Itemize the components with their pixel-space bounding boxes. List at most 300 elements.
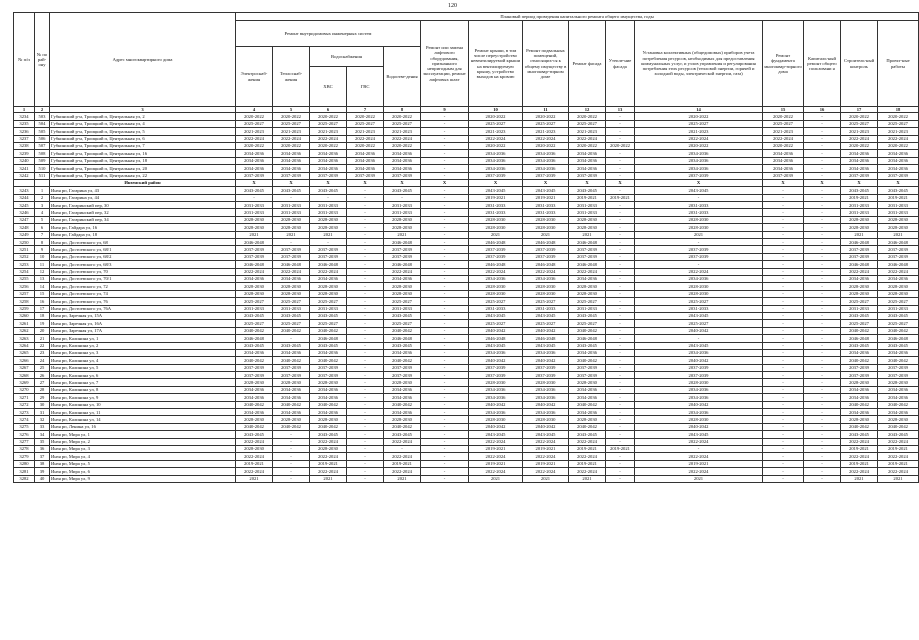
table-row	[14, 172, 919, 179]
period-cell: -	[606, 172, 635, 179]
period-cell: -	[763, 246, 804, 253]
period-cell: -	[763, 394, 804, 401]
period-cell: 2040-2042	[273, 327, 310, 334]
period-cell: 2028-2030	[310, 283, 347, 290]
period-cell: -	[763, 453, 804, 460]
period-cell: 2019-2021	[469, 194, 523, 201]
row-number: 3243	[14, 187, 35, 194]
row-number: 3272	[14, 401, 35, 408]
district-number: 29	[35, 394, 50, 401]
period-cell: 2022-2024	[384, 438, 421, 445]
period-cell: -	[606, 165, 635, 172]
period-cell: 2028-2030	[635, 283, 763, 290]
header-water-supply: Водоснабжения	[310, 47, 384, 67]
period-cell: 2034-2036	[523, 150, 569, 157]
period-cell: 2031-2033	[236, 305, 273, 312]
period-cell: 2021-2023	[347, 128, 384, 135]
period-cell: -	[763, 231, 804, 238]
period-cell: 2020-2022	[606, 142, 635, 149]
period-cell: -	[421, 320, 469, 327]
period-cell: 2021	[469, 231, 523, 238]
period-cell: -	[804, 431, 841, 438]
period-cell: -	[804, 261, 841, 268]
period-cell: -	[606, 246, 635, 253]
period-cell: 2043-2045	[523, 187, 569, 194]
period-cell: 2025-2027	[569, 320, 606, 327]
period-cell: -	[421, 423, 469, 430]
period-cell: 2028-2030	[635, 416, 763, 423]
period-cell: 2040-2042	[310, 423, 347, 430]
address-cell: Губкинский р-н, Троицкий п, Центральная ул, 22	[50, 172, 236, 179]
period-cell: 2046-2048	[523, 261, 569, 268]
period-cell: -	[421, 335, 469, 342]
period-cell: 2025-2027	[469, 120, 523, 127]
address-cell: Инзя рп, Достоевского ул, 74	[50, 290, 236, 297]
period-cell: -	[421, 135, 469, 142]
address-cell: Инзя рп, Мира ул, 6	[50, 468, 236, 475]
period-cell: 2031-2033	[273, 209, 310, 216]
district-number: 30	[35, 401, 50, 408]
address-cell: Инзя рп, Калинина ул, 9	[50, 394, 236, 401]
period-cell: -	[763, 445, 804, 452]
period-cell: 2022-2024	[523, 135, 569, 142]
address-cell: Инзя рп, Мира ул, 4	[50, 453, 236, 460]
period-cell: 2034-2036	[310, 276, 347, 283]
period-cell: 2040-2042	[878, 327, 919, 334]
row-number: 3236	[14, 128, 35, 135]
period-cell: 2034-2036	[273, 165, 310, 172]
period-cell: 2028-2030	[273, 290, 310, 297]
period-cell: -	[421, 364, 469, 371]
period-cell: 2028-2030	[384, 216, 421, 223]
period-cell: 2025-2027	[569, 298, 606, 305]
table-row	[14, 468, 919, 475]
period-cell: 2043-2045	[384, 342, 421, 349]
row-number: 3244	[14, 194, 35, 201]
period-cell: 2037-2039	[273, 246, 310, 253]
table-row	[14, 335, 919, 342]
column-number-cell: 18	[878, 107, 919, 113]
period-cell: 2040-2042	[273, 357, 310, 364]
period-cell: 2028-2030	[310, 290, 347, 297]
period-cell: -	[606, 283, 635, 290]
period-cell: -	[347, 394, 384, 401]
period-cell: -	[606, 431, 635, 438]
period-cell: -	[273, 239, 310, 246]
period-cell: 2019-2021	[569, 445, 606, 452]
address-cell: Инзя рп, Гагаринский пер, 34	[50, 216, 236, 223]
period-cell: -	[804, 268, 841, 275]
period-cell: 2034-2036	[310, 349, 347, 356]
period-cell: 2022-2024	[635, 453, 763, 460]
period-cell: -	[804, 231, 841, 238]
period-cell: -	[606, 268, 635, 275]
period-cell: 2040-2042	[523, 423, 569, 430]
period-cell: 2034-2036	[841, 409, 878, 416]
district-number: 504	[35, 120, 50, 127]
period-cell: 2019-2021	[878, 194, 919, 201]
period-cell: -	[763, 239, 804, 246]
period-cell: -	[347, 231, 384, 238]
period-cell: 2021	[635, 475, 763, 482]
column-number-cell: 1	[14, 107, 35, 113]
district-number: 507	[35, 142, 50, 149]
header-basement: Ремонт подвальных помещений, относящих-ся к общему имуществу в многоквар-тирном доме	[523, 21, 569, 107]
period-cell: 2019-2021	[841, 445, 878, 452]
address-cell: Инзя рп, Достоевского ул, 76	[50, 298, 236, 305]
table-row	[14, 475, 919, 482]
period-cell: 2037-2039	[523, 253, 569, 260]
period-cell: 2028-2030	[384, 416, 421, 423]
column-number-cell: 12	[569, 107, 606, 113]
header-electric: Электроснаб-жения	[236, 47, 273, 107]
period-cell: -	[347, 445, 384, 452]
period-cell: 2031-2033	[384, 202, 421, 209]
period-cell: 2028-2030	[635, 216, 763, 223]
period-cell: 2034-2036	[635, 394, 763, 401]
period-cell: 2034-2036	[273, 349, 310, 356]
district-number: 40	[35, 475, 50, 482]
period-cell: 2028-2030	[878, 224, 919, 231]
table-row	[14, 276, 919, 283]
table-row	[14, 187, 919, 194]
period-cell: 2043-2045	[635, 342, 763, 349]
period-cell: 2025-2027	[569, 120, 606, 127]
period-cell: -	[606, 298, 635, 305]
period-cell: -	[804, 327, 841, 334]
period-cell: 2020-2022	[763, 142, 804, 149]
row-number: 3273	[14, 409, 35, 416]
period-cell: -	[606, 320, 635, 327]
row-number: 3258	[14, 298, 35, 305]
table-row	[14, 120, 919, 127]
period-cell: 2031-2033	[384, 305, 421, 312]
period-cell: 2031-2033	[523, 305, 569, 312]
district-number: 24	[35, 357, 50, 364]
period-cell: 2021	[635, 231, 763, 238]
district-row	[14, 179, 919, 186]
address-cell: Инзя рп, Калинина ул, 8	[50, 386, 236, 393]
period-cell: -	[804, 113, 841, 120]
period-cell: 2021	[841, 475, 878, 482]
period-cell: -	[804, 224, 841, 231]
period-cell: 2046-2048	[236, 261, 273, 268]
period-cell: 2037-2039	[878, 253, 919, 260]
period-cell: 2037-2039	[635, 246, 763, 253]
header-roof: Ремонт крыши, в том числе переустройство невентилируемой крыши на вентилируемую крышу, устройство выходов на кровлю	[469, 21, 523, 107]
period-cell: 2037-2039	[523, 372, 569, 379]
period-cell: -	[384, 445, 421, 452]
period-cell: 2043-2045	[273, 312, 310, 319]
row-number: 3277	[14, 438, 35, 445]
period-cell: 2040-2042	[384, 423, 421, 430]
period-cell: 2037-2039	[236, 372, 273, 379]
period-cell: 2034-2036	[841, 276, 878, 283]
period-cell: -	[606, 379, 635, 386]
period-cell: 2037-2039	[878, 372, 919, 379]
period-cell: 2034-2036	[236, 394, 273, 401]
period-cell: -	[804, 253, 841, 260]
district-x-cell: X	[878, 179, 919, 186]
period-cell: -	[804, 276, 841, 283]
period-cell: 2021	[878, 475, 919, 482]
address-cell: Инзя рп, Калинина ул, 4	[50, 357, 236, 364]
period-cell: 2031-2033	[469, 305, 523, 312]
period-cell: 2022-2024	[310, 453, 347, 460]
period-cell: -	[804, 239, 841, 246]
period-cell: 2034-2036	[310, 157, 347, 164]
district-x-cell: X	[384, 179, 421, 186]
column-number-cell: 2	[35, 107, 50, 113]
period-cell: -	[763, 290, 804, 297]
period-cell: 2034-2036	[841, 394, 878, 401]
period-cell: 2037-2039	[384, 246, 421, 253]
period-cell: 2037-2039	[841, 172, 878, 179]
table-row	[14, 401, 919, 408]
period-cell: -	[804, 320, 841, 327]
period-cell: 2043-2045	[878, 312, 919, 319]
period-cell: 2022-2024	[310, 468, 347, 475]
period-cell: -	[606, 423, 635, 430]
period-cell: 2046-2048	[523, 335, 569, 342]
period-cell: 2020-2022	[878, 113, 919, 120]
row-number: 3252	[14, 253, 35, 260]
column-number-cell: 5	[273, 107, 310, 113]
period-cell: 2025-2027	[763, 120, 804, 127]
district-number: 31	[35, 409, 50, 416]
period-cell: 2022-2024	[569, 468, 606, 475]
period-cell: -	[421, 342, 469, 349]
period-cell: 2043-2045	[469, 187, 523, 194]
period-cell: 2043-2045	[384, 431, 421, 438]
table-row	[14, 128, 919, 135]
period-cell: 2022-2024	[236, 135, 273, 142]
period-cell: 2034-2036	[635, 386, 763, 393]
period-cell: 2020-2022	[635, 142, 763, 149]
column-number-cell: 6	[310, 107, 347, 113]
period-cell: 2034-2036	[384, 276, 421, 283]
period-cell: 2046-2048	[384, 261, 421, 268]
period-cell: 2028-2030	[310, 379, 347, 386]
period-cell: 2043-2045	[841, 431, 878, 438]
period-cell: 2046-2048	[569, 261, 606, 268]
row-number: 3248	[14, 224, 35, 231]
period-cell: -	[763, 416, 804, 423]
period-cell: 2025-2027	[841, 298, 878, 305]
period-cell: 2037-2039	[236, 364, 273, 371]
period-cell: -	[804, 142, 841, 149]
district-number: 509	[35, 157, 50, 164]
period-cell: -	[421, 239, 469, 246]
period-cell: -	[310, 194, 347, 201]
period-cell: 2037-2039	[763, 172, 804, 179]
period-cell: 2040-2042	[236, 357, 273, 364]
address-cell: Инзя рп, Гагаринский пер, 32	[50, 209, 236, 216]
district-x-cell: X	[273, 179, 310, 186]
period-cell: -	[421, 349, 469, 356]
period-cell: -	[606, 357, 635, 364]
period-cell: 2031-2033	[878, 202, 919, 209]
period-cell: -	[606, 342, 635, 349]
district-x-cell: X	[236, 179, 273, 186]
period-cell: 2034-2036	[469, 394, 523, 401]
table-row	[14, 364, 919, 371]
period-cell: 2028-2030	[236, 290, 273, 297]
period-cell: -	[763, 305, 804, 312]
period-cell: 2020-2022	[347, 142, 384, 149]
header-district-no: № по рай-ону	[35, 13, 50, 107]
period-cell: -	[804, 438, 841, 445]
period-cell: 2021	[523, 475, 569, 482]
period-cell: 2020-2022	[878, 142, 919, 149]
row-number: 3268	[14, 372, 35, 379]
address-cell: Инзя рп, Калинина ул, 14	[50, 416, 236, 423]
period-cell: 2037-2039	[469, 364, 523, 371]
period-cell: 2037-2039	[878, 172, 919, 179]
period-cell: 2037-2039	[236, 253, 273, 260]
period-cell: 2034-2036	[236, 150, 273, 157]
period-cell: 2043-2045	[384, 187, 421, 194]
period-cell: 2022-2024	[569, 453, 606, 460]
period-cell: -	[421, 453, 469, 460]
period-cell: 2034-2036	[523, 157, 569, 164]
period-cell: 2025-2027	[469, 320, 523, 327]
row-number: 3262	[14, 327, 35, 334]
period-cell: 2034-2036	[469, 276, 523, 283]
period-cell: 2025-2027	[469, 298, 523, 305]
address-cell: Инзя рп, Калинина ул, 5	[50, 364, 236, 371]
period-cell: 2028-2030	[635, 290, 763, 297]
period-cell: 2037-2039	[841, 246, 878, 253]
period-cell: 2037-2039	[635, 372, 763, 379]
district-number: 1	[35, 187, 50, 194]
period-cell: 2043-2045	[273, 342, 310, 349]
period-cell: 2034-2036	[635, 165, 763, 172]
period-cell: 2034-2036	[236, 349, 273, 356]
period-cell: 2037-2039	[347, 172, 384, 179]
district-number: 14	[35, 283, 50, 290]
period-cell: -	[763, 327, 804, 334]
period-cell: 2021-2023	[569, 128, 606, 135]
period-cell: 2043-2045	[236, 431, 273, 438]
period-cell: 2037-2039	[569, 246, 606, 253]
period-cell: -	[763, 276, 804, 283]
period-cell: 2028-2030	[236, 416, 273, 423]
period-cell: -	[347, 239, 384, 246]
period-cell: -	[804, 386, 841, 393]
period-cell: -	[421, 142, 469, 149]
period-cell: 2046-2048	[878, 239, 919, 246]
period-cell: 2040-2042	[841, 401, 878, 408]
column-number-cell: 11	[523, 107, 569, 113]
period-cell: 2037-2039	[384, 253, 421, 260]
period-cell: 2020-2022	[841, 113, 878, 120]
period-cell: 2040-2042	[635, 401, 763, 408]
period-cell: 2025-2027	[635, 320, 763, 327]
period-cell: 2028-2030	[523, 283, 569, 290]
period-cell: 2022-2024	[569, 135, 606, 142]
address-cell: Губкинский р-н, Троицкий п, Центральная ул, 7	[50, 142, 236, 149]
period-cell: 2043-2045	[236, 342, 273, 349]
period-cell: -	[606, 216, 635, 223]
district-blank	[14, 179, 35, 186]
period-cell: 2021	[273, 231, 310, 238]
period-cell: 2021	[310, 231, 347, 238]
column-number-cell: 14	[635, 107, 763, 113]
period-cell: -	[763, 364, 804, 371]
column-number-cell: 8	[384, 107, 421, 113]
column-number-cell: 9	[421, 107, 469, 113]
period-cell: 2040-2042	[569, 357, 606, 364]
period-cell: -	[763, 312, 804, 319]
period-cell: 2046-2048	[310, 335, 347, 342]
district-number: 28	[35, 386, 50, 393]
column-number-cell: 4	[236, 107, 273, 113]
period-cell: -	[421, 475, 469, 482]
period-cell: 2043-2045	[569, 342, 606, 349]
period-cell: 2034-2036	[841, 150, 878, 157]
period-cell: 2022-2024	[878, 468, 919, 475]
period-cell: 2034-2036	[523, 276, 569, 283]
period-cell: -	[421, 194, 469, 201]
period-cell: 2037-2039	[878, 364, 919, 371]
period-cell: -	[347, 468, 384, 475]
period-cell: -	[763, 423, 804, 430]
period-cell: 2037-2039	[841, 372, 878, 379]
period-cell: 2020-2022	[569, 142, 606, 149]
period-cell: 2028-2030	[569, 379, 606, 386]
period-cell: -	[804, 298, 841, 305]
period-cell: 2022-2024	[878, 135, 919, 142]
period-cell: 2034-2036	[384, 150, 421, 157]
period-cell: 2022-2024	[469, 268, 523, 275]
period-cell: 2020-2022	[469, 142, 523, 149]
period-cell: -	[804, 150, 841, 157]
period-cell: 2034-2036	[569, 394, 606, 401]
period-cell: 2037-2039	[469, 372, 523, 379]
period-cell: 2040-2042	[878, 423, 919, 430]
period-cell: -	[421, 165, 469, 172]
column-number-cell: 10	[469, 107, 523, 113]
period-cell: 2046-2048	[469, 335, 523, 342]
period-cell: 2028-2030	[523, 224, 569, 231]
period-cell: -	[347, 312, 384, 319]
period-cell: 2037-2039	[841, 364, 878, 371]
table-row	[14, 290, 919, 297]
period-cell: 2025-2027	[841, 120, 878, 127]
district-number: 39	[35, 468, 50, 475]
period-cell: 2046-2048	[841, 239, 878, 246]
address-cell: Инзя рп, Мира ул, 9	[50, 475, 236, 482]
period-cell: 2022-2024	[523, 268, 569, 275]
period-cell: 2037-2039	[384, 372, 421, 379]
address-cell: Губкинский р-н, Троицкий п, Центральная ул, 4	[50, 120, 236, 127]
period-cell: 2046-2048	[841, 261, 878, 268]
district-number: 4	[35, 209, 50, 216]
period-cell: 2040-2042	[523, 327, 569, 334]
period-cell: -	[804, 372, 841, 379]
period-cell: -	[347, 409, 384, 416]
period-cell: 2040-2042	[635, 327, 763, 334]
header-heat: Теплоснаб-жения	[273, 47, 310, 107]
period-cell: -	[421, 231, 469, 238]
row-number: 3254	[14, 268, 35, 275]
row-number: 3269	[14, 379, 35, 386]
address-cell: Инзя рп, Достоевского ул, 68	[50, 239, 236, 246]
period-cell: 2022-2024	[236, 268, 273, 275]
period-cell: 2037-2039	[469, 172, 523, 179]
period-cell: -	[273, 468, 310, 475]
